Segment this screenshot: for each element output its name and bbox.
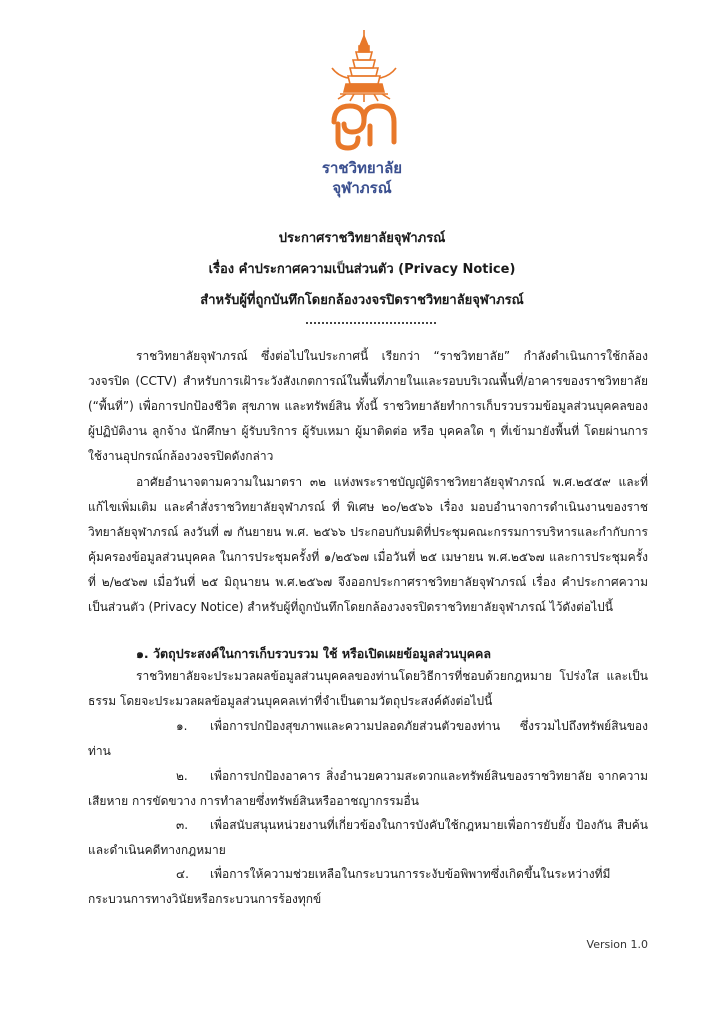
section-1-intro: ราชวิทยาลัยจะประมวลผลข้อมูลส่วนบุคคลของท่านโดยวิธีการที่ชอบด้วยกฎหมาย โปร่งใส และเป็นธรรม โดยจะประมวลผลข้อมูลส่วนบุคคลเท่าที่จำเป็นตามวัตถุประสงค์ดังต่อไปนี้ <box>88 669 648 708</box>
purpose-item-number: ๑. <box>176 719 188 733</box>
announcement-audience: สำหรับผู้ที่ถูกบันทึกโดยกล้องวงจรปิดราชวิทยาลัยจุฬาภรณ์ <box>200 293 524 308</box>
purpose-item-text: เพื่อการให้ความช่วยเหลือในกระบวนการระงับข้อพิพาทซึ่งเกิดขึ้นในระหว่างที่มีกระบวนการทางวินัยหรือกระบวนการร้องทุกข์ <box>88 867 611 906</box>
purpose-item <box>88 813 648 863</box>
purpose-item-number: ๓. <box>176 818 189 832</box>
institution-name-line1: ราชวิทยาลัย <box>321 159 403 177</box>
announcement-subject: เรื่อง คำประกาศความเป็นส่วนตัว (Privacy Notice) <box>208 262 516 277</box>
purpose-item-number: ๒. <box>176 769 188 783</box>
institution-name-line2: จุฬาภรณ์ <box>332 179 392 197</box>
purpose-item <box>88 714 648 764</box>
announcement-title: ประกาศราชวิทยาลัยจุฬาภรณ์ <box>278 231 446 246</box>
authority-paragraph: อาศัยอำนาจตามความในมาตรา ๓๒ แห่งพระราชบัญญัติราชวิทยาลัยจุฬาภรณ์ พ.ศ.๒๕๕๙ และที่แก้ไขเพิ่มเติม และคำสั่งราชวิทยาลัยจุฬาภรณ์ ที่ พิเศษ ๒๐/๒๕๖๖ เรื่อง มอบอำนาจการดำเนินงานของราชวิทยาลัยจุฬาภรณ์ ลงวันที่ ๗ กันยายน พ.ศ. ๒๕๖๖ ประกอบกับมติที่ประชุมคณะกรรมการบริหารและกำกับการคุ้มครองข้อมูลส่วนบุคคล ในการประชุมครั้งที่ ๑/๒๕๖๗ เมื่อวันที่ ๒๕ เมษายน พ.ศ.๒๕๖๗ และการประชุมครั้งที่ ๒/๒๕๖๗ เมื่อวันที่ ๒๕ มิถุนายน พ.ศ.๒๕๖๗ จึงออกประกาศราชวิทยาลัยจุฬาภรณ์ เรื่อง คำประกาศความเป็นส่วนตัว (Privacy Notice) สำหรับผู้ที่ถูกบันทึกโดยกล้องวงจรปิดราชวิทยาลัยจุฬาภรณ์ ไว้ดังต่อไปนี้ <box>88 475 648 614</box>
purpose-item-text: เพื่อการปกป้องสุขภาพและความปลอดภัยส่วนตัวของท่าน ซึ่งรวมไปถึงทรัพย์สินของท่าน <box>88 719 648 758</box>
purpose-item-text: เพื่อการปกป้องอาคาร สิ่งอำนวยความสะดวกและทรัพย์สินของราชวิทยาลัย จากความเสียหาย การขัดขวาง การทำลายซึ่งทรัพย์สินหรืออาชญากรรมอื่น <box>88 769 648 808</box>
intro-paragraph: ราชวิทยาลัยจุฬาภรณ์ ซึ่งต่อไปในประกาศนี้ เรียกว่า “ราชวิทยาลัย” กำลังดำเนินการใช้กล้องวงจรปิด (CCTV) สำหรับการเฝ้าระวังสังเกตการณ์ในพื้นที่ภายในและรอบบริเวณพื้นที่/อาคารของราชวิทยาลัย (“พื้นที่”) เพื่อการปกป้องชีวิต สุขภาพ และทรัพย์สิน ทั้งนี้ ราชวิทยาลัยทำการเก็บรวบรวมข้อมูลส่วนบุคคลของผู้ปฏิบัติงาน ลูกจ้าง นักศึกษา ผู้รับบริการ ผู้รับเหมา ผู้มาติดต่อ หรือ บุคคลใด ๆ ที่เข้ามายังพื้นที่ โดยผ่านการใช้งานอุปกรณ์กล้องวงจรปิดดังกล่าว <box>88 349 648 463</box>
section-1-heading: ๑. วัตถุประสงค์ในการเก็บรวบรวม ใช้ หรือเปิดเผยข้อมูลส่วนบุคคล <box>136 646 492 661</box>
purpose-item <box>88 764 648 814</box>
dotted-divider <box>306 322 436 326</box>
purpose-item <box>88 862 648 912</box>
version-label: Version 1.0 <box>586 938 648 951</box>
purpose-item-text: เพื่อสนับสนุนหน่วยงานที่เกี่ยวข้องในการบังคับใช้กฎหมายเพื่อการยับยั้ง ป้องกัน สืบค้น และดำเนินคดีทางกฎหมาย <box>88 818 648 857</box>
crown-emblem-icon <box>308 28 420 158</box>
purpose-item-number: ๔. <box>176 867 189 881</box>
